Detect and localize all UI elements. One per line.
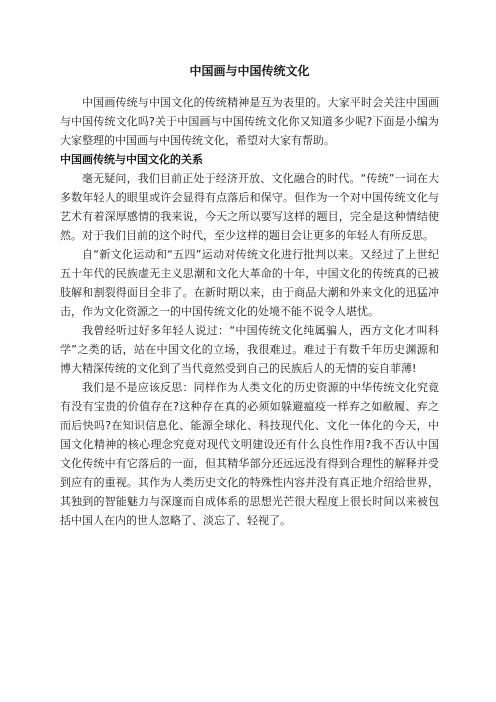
- body-paragraph-4: 我们是不是应该反思：同样作为人类文化的历史资源的中华传统文化究竟有没有宝贵的价值存在?这种存在真的必须如躲避瘟疫一样弃之如敝履、弃之而后快吗?在知识信息化、能源全球化、科技现代化、文化一体化的今天，中国文化精神的核心理念究竟对现代文明建设还有什么良性作用?我不否认中国文化传统中有它落后的一面，但其精华部分还远远没有得到合理性的解释并受到应有的重视。其作为人类历史文化的特殊性内容并没有真正地介绍给世界，其独到的智能魅力与深邃而自成体系的思想光芒很大程度上很长时间以来被包括中国人在内的世人忽略了、淡忘了、轻视了。: [60, 381, 439, 527]
- document-title: 中国画与中国传统文化: [189, 64, 310, 78]
- section-heading: 中国画传统与中国文化的关系: [60, 153, 203, 166]
- body-paragraph-1: 毫无疑问，我们目前正处于经济开放、文化融合的时代。“传统”一词在大多数年轻人的眼里或许会显得有点落后和保守。但作为一个对中国传统文化与艺术有着深厚感情的我来说，今天之所以要写这样的题目，完全是这种情结使然。对于我们目前的这个时代，至少这样的题目会让更多的年轻人有所反思。: [60, 172, 439, 242]
- body-paragraph-2: 自“新文化运动和“五四”运动对传统文化进行批判以来。又经过了上世纪五十年代的民族虚无主义思潮和文化大革命的十年，中国文化的传统真的已被肢解和割裂得面目全非了。在新时期以来，由于商品大潮和外来文化的迅猛冲击，作为文化资源之一的中国传统文化的处境不能不说令人堪忧。: [60, 248, 439, 318]
- body-paragraph-3: 我曾经听过好多年轻人说过：“中国传统文化纯属骗人，西方文化才叫科学”之类的话，站在中国文化的立场，我很难过。难过于有数千年历史渊源和博大精深传统的文化到了当代竟然受到自己的民族后人的无情的妄自菲薄!: [60, 324, 439, 375]
- intro-paragraph: 中国画传统与中国文化的传统精神是互为表里的。大家平时会关注中国画与中国传统文化吗?关于中国画与中国传统文化你又知道多少呢?下面是小编为大家整理的中国画与中国传统文化，希望对大家有帮助。: [60, 96, 439, 147]
